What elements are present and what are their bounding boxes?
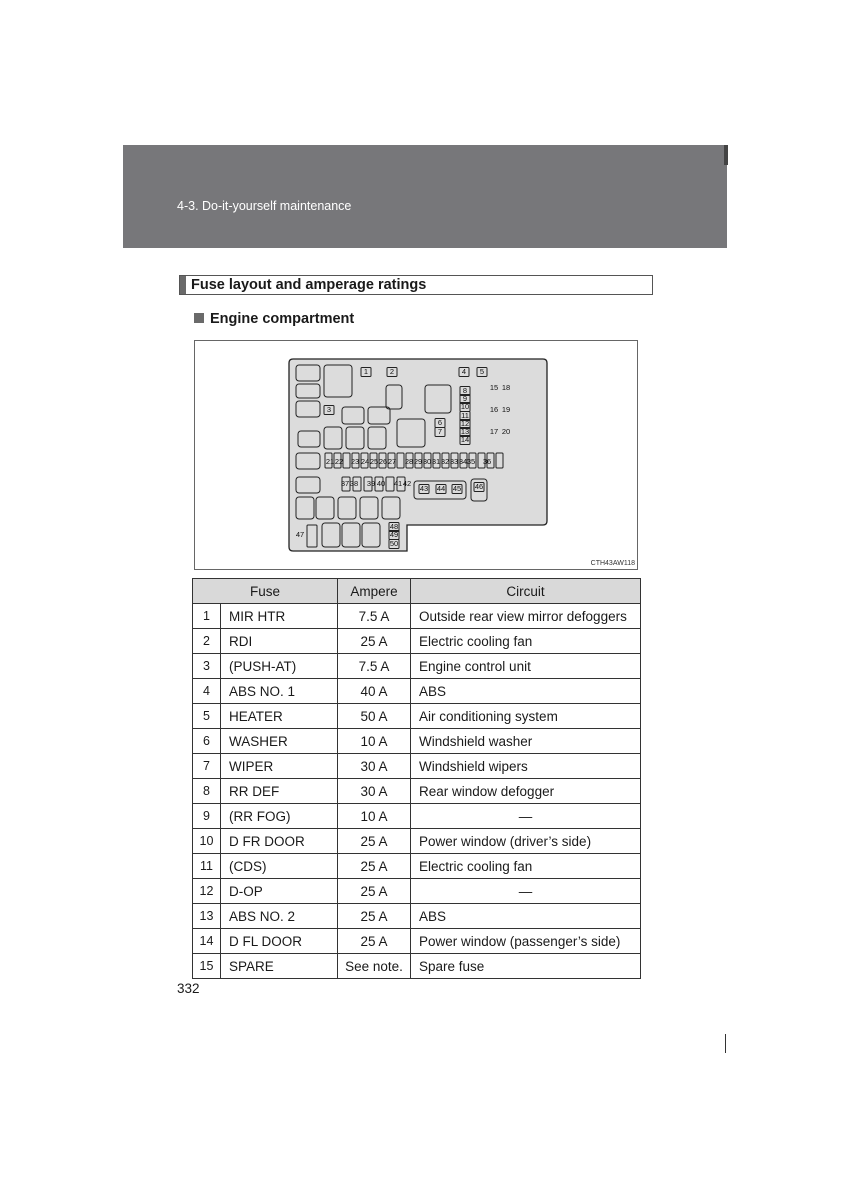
fuse-ampere: 25 A xyxy=(338,879,411,904)
fuse-name: D FR DOOR xyxy=(221,829,338,854)
fuse-ampere: 25 A xyxy=(338,904,411,929)
fuse-label: 19 xyxy=(501,405,511,414)
fuse-ampere: 25 A xyxy=(338,829,411,854)
fuse-ampere: 25 A xyxy=(338,854,411,879)
subsection-heading xyxy=(194,311,354,327)
fuse-label: 42 xyxy=(402,479,412,488)
fuse-label: 34 xyxy=(458,457,468,466)
fuse-label: 31 xyxy=(431,457,441,466)
fuse-circuit: Power window (passenger’s side) xyxy=(411,929,641,954)
fuse-label: 33 xyxy=(449,457,459,466)
fuse-name: WASHER xyxy=(221,729,338,754)
fuse-name: (PUSH-AT) xyxy=(221,654,338,679)
table-row xyxy=(193,904,641,929)
fuse-circuit: Spare fuse xyxy=(411,954,641,979)
fuse-label: 4 xyxy=(461,367,467,376)
header-ampere: Ampere xyxy=(338,579,411,604)
fuse-number: 6 xyxy=(193,729,221,754)
fuse-label: 8 xyxy=(462,386,468,395)
square-bullet-icon xyxy=(194,313,204,323)
fuse-box-diagram xyxy=(194,340,638,570)
header-circuit: Circuit xyxy=(411,579,641,604)
fuse-label: 39 xyxy=(366,479,376,488)
fuse-circuit: — xyxy=(411,879,641,904)
fuse-label: 15 xyxy=(489,383,499,392)
fuse-ampere: See note. xyxy=(338,954,411,979)
fuse-ampere: 30 A xyxy=(338,779,411,804)
fuse-label: 41 xyxy=(393,479,403,488)
fuse-label: 7 xyxy=(437,427,443,436)
fuse-circuit: Windshield wipers xyxy=(411,754,641,779)
fuse-label: 6 xyxy=(437,418,443,427)
fuse-name: RDI xyxy=(221,629,338,654)
fuse-number: 3 xyxy=(193,654,221,679)
fuse-number: 1 xyxy=(193,604,221,629)
fuse-label: 48 xyxy=(389,522,399,531)
fuse-name: MIR HTR xyxy=(221,604,338,629)
fuse-label: 43 xyxy=(419,484,429,493)
fuse-label: 30 xyxy=(422,457,432,466)
fuse-name: (RR FOG) xyxy=(221,804,338,829)
fuse-label: 22 xyxy=(334,457,344,466)
fuse-number: 13 xyxy=(193,904,221,929)
diagram-code: CTH43AW118 xyxy=(590,560,635,567)
fuse-name: D-OP xyxy=(221,879,338,904)
margin-tick xyxy=(725,1034,726,1053)
fuse-name: WIPER xyxy=(221,754,338,779)
fuse-label: 45 xyxy=(452,484,462,493)
table-row xyxy=(193,854,641,879)
fuse-number: 5 xyxy=(193,704,221,729)
table-row xyxy=(193,829,641,854)
table-row xyxy=(193,754,641,779)
fuse-name: HEATER xyxy=(221,704,338,729)
fuse-label: 12 xyxy=(460,419,470,428)
fuse-label: 49 xyxy=(389,530,399,539)
fuse-name: RR DEF xyxy=(221,779,338,804)
fuse-ampere: 25 A xyxy=(338,929,411,954)
fuse-number: 14 xyxy=(193,929,221,954)
fuse-label: 50 xyxy=(389,539,399,548)
fuse-label: 28 xyxy=(404,457,414,466)
fuse-label: 18 xyxy=(501,383,511,392)
fuse-name: SPARE xyxy=(221,954,338,979)
fuse-label: 21 xyxy=(325,457,335,466)
fuse-label: 29 xyxy=(413,457,423,466)
table-row xyxy=(193,604,641,629)
fuse-circuit: Power window (driver’s side) xyxy=(411,829,641,854)
fuse-name: (CDS) xyxy=(221,854,338,879)
section-heading-text: Fuse layout and amperage ratings xyxy=(191,277,427,293)
fuse-label: 2 xyxy=(389,367,395,376)
fuse-circuit: ABS xyxy=(411,904,641,929)
fuse-label: 10 xyxy=(460,402,470,411)
fuse-label: 20 xyxy=(501,427,511,436)
fuse-label: 40 xyxy=(376,479,386,488)
fuse-name: ABS NO. 1 xyxy=(221,679,338,704)
fuse-label: 23 xyxy=(350,457,360,466)
chapter-title: 4-3. Do-it-yourself maintenance xyxy=(177,199,352,213)
fuse-number: 15 xyxy=(193,954,221,979)
fuse-ampere: 7.5 A xyxy=(338,604,411,629)
section-heading-bar xyxy=(180,276,186,294)
fuse-ampere: 10 A xyxy=(338,804,411,829)
fuse-number: 2 xyxy=(193,629,221,654)
fuse-circuit: Engine control unit xyxy=(411,654,641,679)
fuse-name: ABS NO. 2 xyxy=(221,904,338,929)
fuse-label: 35 xyxy=(466,457,476,466)
fuse-name: D FL DOOR xyxy=(221,929,338,954)
fuse-label: 38 xyxy=(349,479,359,488)
fuse-label: 13 xyxy=(460,427,470,436)
fuse-ampere: 10 A xyxy=(338,729,411,754)
table-row xyxy=(193,879,641,904)
fuse-table xyxy=(192,578,641,979)
fuse-label: 47 xyxy=(295,530,305,539)
fuse-label: 26 xyxy=(378,457,388,466)
fuse-ampere: 50 A xyxy=(338,704,411,729)
table-row xyxy=(193,804,641,829)
fuse-label: 5 xyxy=(479,367,485,376)
fuse-ampere: 7.5 A xyxy=(338,654,411,679)
fuse-ampere: 40 A xyxy=(338,679,411,704)
fuse-circuit: Rear window defogger xyxy=(411,779,641,804)
header-corner-mark xyxy=(724,145,728,165)
fuse-circuit: Air conditioning system xyxy=(411,704,641,729)
fuse-number: 12 xyxy=(193,879,221,904)
fuse-label: 14 xyxy=(460,435,470,444)
fuse-label: 37 xyxy=(340,479,350,488)
fuse-number: 7 xyxy=(193,754,221,779)
table-row xyxy=(193,704,641,729)
fuse-circuit: Electric cooling fan xyxy=(411,629,641,654)
fuse-label: 44 xyxy=(436,484,446,493)
fuse-box-drawing xyxy=(195,341,639,571)
fuse-circuit: ABS xyxy=(411,679,641,704)
fuse-circuit: Windshield washer xyxy=(411,729,641,754)
table-header-row xyxy=(193,579,641,604)
subsection-heading-text: Engine compartment xyxy=(210,311,355,327)
fuse-number: 9 xyxy=(193,804,221,829)
table-row xyxy=(193,654,641,679)
fuse-label: 36 xyxy=(482,457,492,466)
table-row xyxy=(193,679,641,704)
fuse-label: 27 xyxy=(387,457,397,466)
fuse-label: 11 xyxy=(461,411,469,420)
header-fuse: Fuse xyxy=(193,579,338,604)
fuse-number: 10 xyxy=(193,829,221,854)
fuse-circuit: Outside rear view mirror defoggers xyxy=(411,604,641,629)
fuse-label: 25 xyxy=(369,457,379,466)
fuse-label: 9 xyxy=(462,394,468,403)
table-row xyxy=(193,929,641,954)
fuse-ampere: 25 A xyxy=(338,629,411,654)
fuse-number: 11 xyxy=(193,854,221,879)
table-row xyxy=(193,779,641,804)
chapter-header-band xyxy=(123,145,727,248)
table-row xyxy=(193,954,641,979)
fuse-circuit: — xyxy=(411,804,641,829)
fuse-label: 24 xyxy=(360,457,370,466)
section-heading xyxy=(179,275,653,295)
table-row xyxy=(193,629,641,654)
fuse-number: 4 xyxy=(193,679,221,704)
page-number: 332 xyxy=(177,981,200,996)
fuse-label: 32 xyxy=(440,457,450,466)
table-row xyxy=(193,729,641,754)
fuse-label: 17 xyxy=(489,427,499,436)
fuse-circuit: Electric cooling fan xyxy=(411,854,641,879)
fuse-label: 3 xyxy=(326,405,332,414)
fuse-number: 8 xyxy=(193,779,221,804)
fuse-ampere: 30 A xyxy=(338,754,411,779)
fuse-label: 1 xyxy=(363,367,369,376)
fuse-label: 46 xyxy=(474,482,484,491)
fuse-label: 16 xyxy=(489,405,499,414)
